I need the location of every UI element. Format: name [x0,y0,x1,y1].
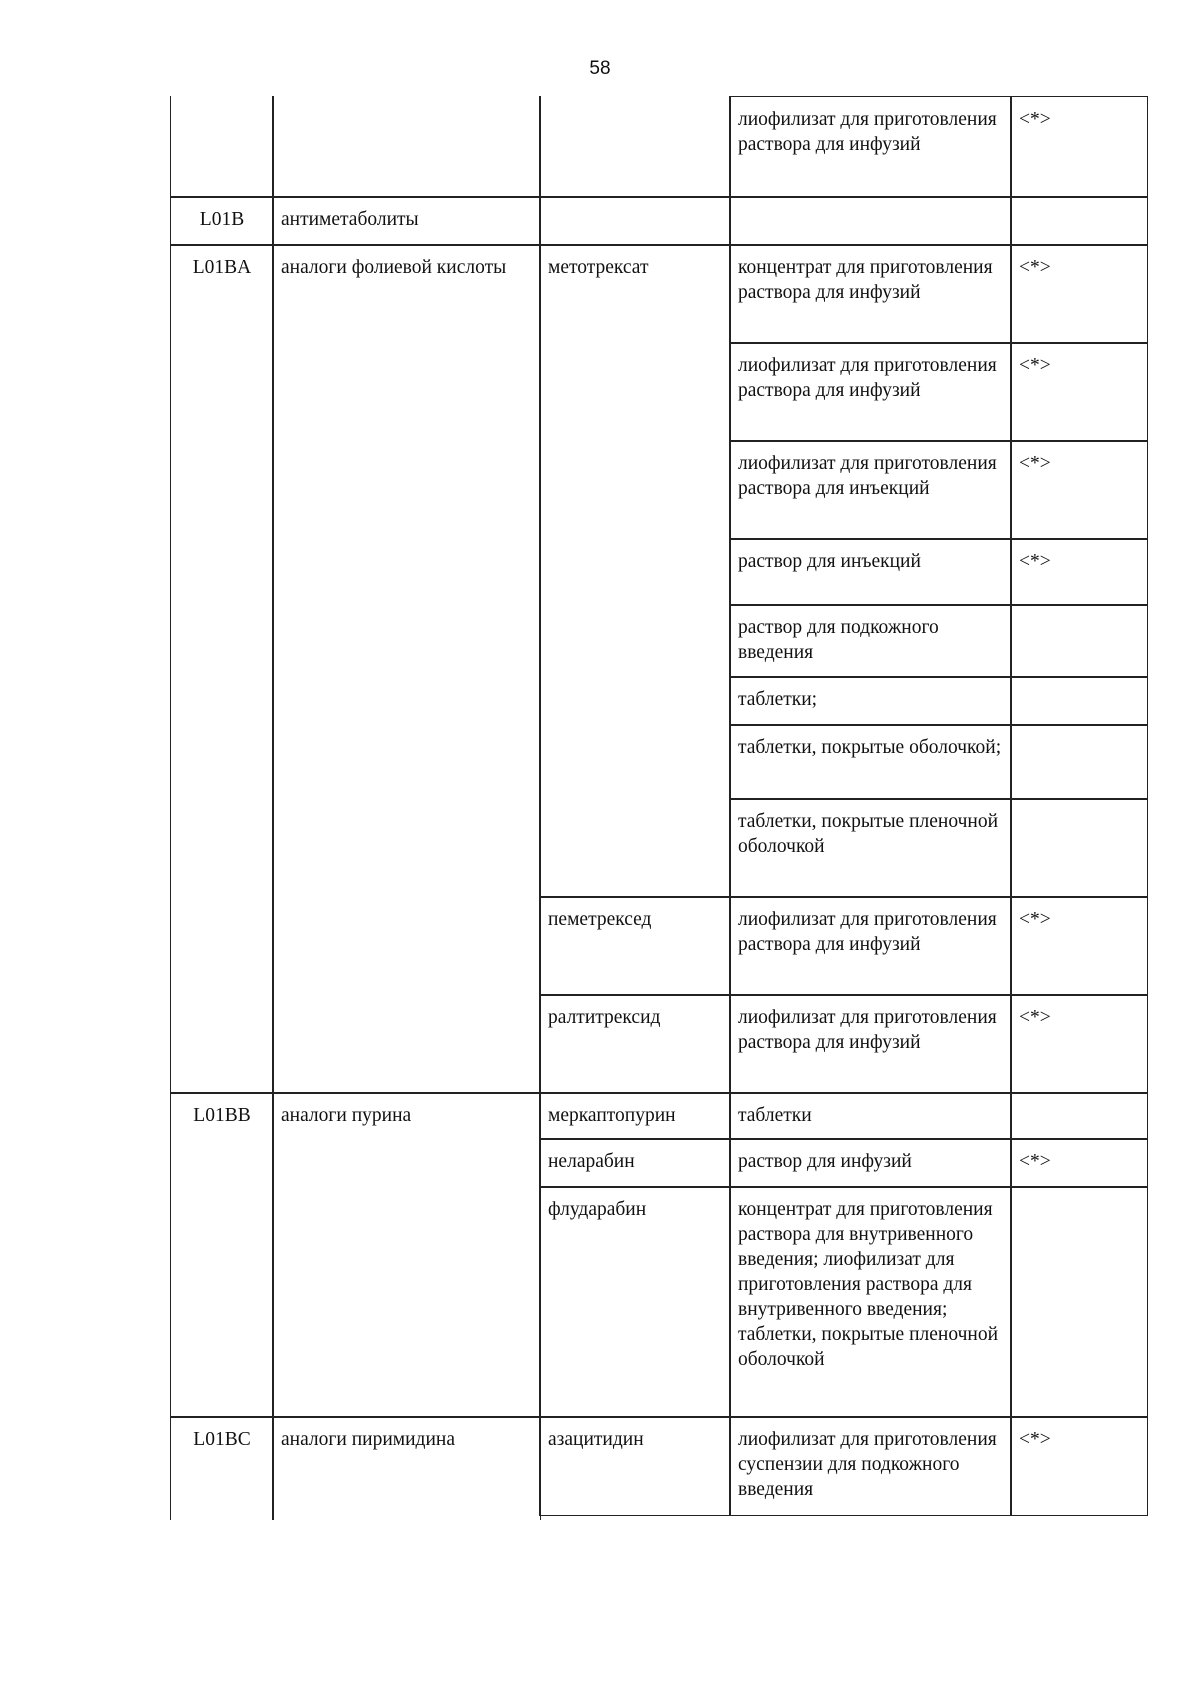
cell-form: таблетки, покрытые пленочной оболочкой [729,798,1012,898]
cell-form: лиофилизат для приготовления суспензии для подкожного введения [729,1416,1012,1516]
cell-mark: <*> [1010,440,1148,540]
cell-mark-empty [1010,196,1148,246]
cell-code-continued [170,96,274,198]
cell-code-l01ba: L01BA [170,244,274,1094]
cell-form: раствор для инъекций [729,538,1012,606]
cell-mark: <*> [1010,96,1148,198]
cell-code-l01bc: L01BC [170,1416,274,1520]
cell-form: лиофилизат для приготовления раствора для инфузий [729,342,1012,442]
cell-mark: <*> [1010,538,1148,606]
cell-group-continued [272,96,541,198]
cell-mark: <*> [1010,1416,1148,1516]
cell-form: концентрат для приготовления раствора для инфузий [729,244,1012,344]
cell-group-l01ba: аналоги фолиевой кислоты [272,244,541,1094]
cell-mark [1010,604,1148,678]
cell-mark [1010,1186,1148,1418]
page-number: 58 [589,58,611,79]
cell-mark: <*> [1010,244,1148,344]
cell-drug-fludarabine: флударабин [539,1186,731,1418]
cell-mark [1010,798,1148,898]
cell-form-empty [729,196,1012,246]
cell-drug-empty [539,196,731,246]
cell-group-l01b: антиметаболиты [272,196,541,246]
cell-form: таблетки, покрытые оболочкой; [729,724,1012,800]
cell-form: лиофилизат для приготовления раствора для инфузий [729,96,1012,198]
cell-group-l01bb: аналоги пурина [272,1092,541,1418]
cell-code-l01bb: L01BB [170,1092,274,1418]
cell-mark: <*> [1010,896,1148,996]
cell-form: концентрат для приготовления раствора для внутривенного введения; лиофилизат для приготовления раствора для внутривенного введения; таблетки, покрытые пленочной оболочкой [729,1186,1012,1418]
cell-drug-mercaptopurine: меркаптопурин [539,1092,731,1140]
cell-mark: <*> [1010,1138,1148,1188]
cell-drug-pemetrexed: пеметрексед [539,896,731,996]
cell-code-l01b: L01B [170,196,274,246]
cell-form: лиофилизат для приготовления раствора для инфузий [729,896,1012,996]
cell-drug-methotrexate: метотрексат [539,244,731,898]
cell-drug-nelarabine: неларабин [539,1138,731,1188]
cell-form: лиофилизат для приготовления раствора для инъекций [729,440,1012,540]
cell-drug-raltitrexed: ралтитрексид [539,994,731,1094]
cell-drug-continued [539,96,731,198]
cell-mark: <*> [1010,994,1148,1094]
cell-form: раствор для подкожного введения [729,604,1012,678]
cell-form: раствор для инфузий [729,1138,1012,1188]
cell-mark [1010,1092,1148,1140]
cell-mark: <*> [1010,342,1148,442]
cell-drug-azacitidine: азацитидин [539,1416,731,1516]
cell-group-l01bc: аналоги пиримидина [272,1416,541,1520]
cell-form: лиофилизат для приготовления раствора для инфузий [729,994,1012,1094]
cell-form: таблетки; [729,676,1012,726]
cell-mark [1010,724,1148,800]
cell-form: таблетки [729,1092,1012,1140]
cell-mark [1010,676,1148,726]
